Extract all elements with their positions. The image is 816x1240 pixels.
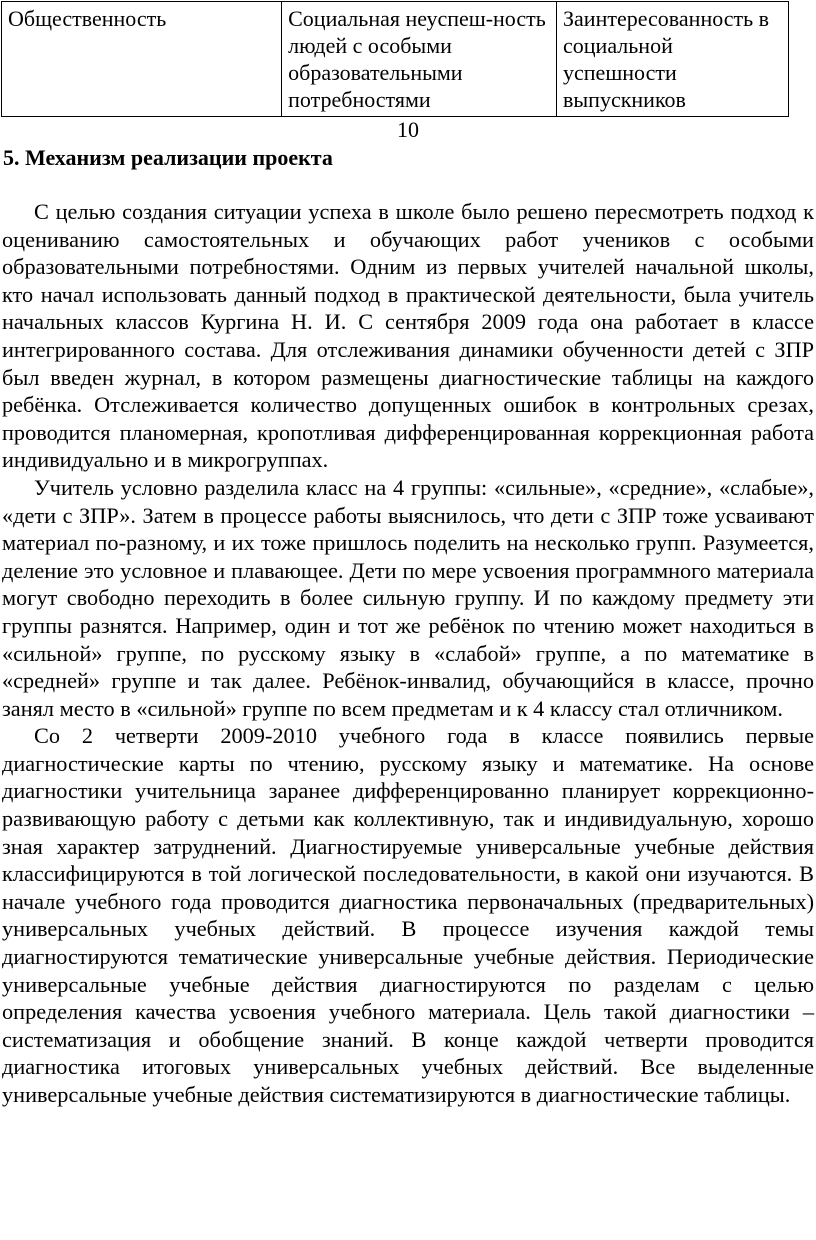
body-text [2,198,814,1109]
table-cell-stakeholder: Общественность [2,2,282,117]
page-number: 10 [397,117,419,142]
paragraph: С целью создания ситуации успеха в школе было решено пересмотреть подход к оцениванию самостоятельных и обучающих работ учеников с особыми образовательными потребностями. Одним из первых учителей начальной школы, кто начал использовать данный подход в практической деятельности, была учитель начальных классов Кургина Н. И. С сентября 2009 года она работает в классе интегрированного состава. Для отслеживания динамики обученности детей с ЗПР был введен журнал, в котором размещены диагностические таблицы на каждого ребёнка. Отслеживается количество допущенных ошибок в контрольных срезах, проводится планомерная, кропотливая дифференцированная коррекционная работа индивидуально и в микрогруппах. [2,199,814,473]
section-title: 5. Механизм реализации проекта [3,145,333,170]
table-cell-problem: Социальная неуспеш-ность людей с особыми образовательными потребностями [282,2,557,117]
paragraph: Учитель условно разделила класс на 4 группы: «сильные», «средние», «слабые», «дети с ЗПР». Затем в процессе работы выяснилось, что дети с ЗПР тоже усваивают материал по-разному, и их тоже пришлось поделить на несколько групп. Разумеется, деление это условное и плавающее. Дети по мере усвоения программного материала могут свободно переходить в более сильную группу. И по каждому предмету эти группы разнятся. Например, один и тот же ребёнок по чтению может находиться в «сильной» группе, по русскому языку в «слабой» группе, а по математике в «средней» группе и так далее. Ребёнок-инвалид, обучающийся в классе, прочно занял место в «сильной» группе по всем предметам и к 4 классу стал отличником. [2,474,814,721]
paragraph: Со 2 четверти 2009-2010 учебного года в классе появились первые диагностические карты по чтению, русскому языку и математике. На основе диагностики учительница заранее дифференцированно планирует коррекционно-развивающую работу с детьми как коллективную, так и индивидуальную, хорошо зная характер затруднений. Диагностируемые универсальные учебные действия классифицируются в той логической последовательности, в какой они изучаются. В начале учебного года проводится диагностика первоначальных (предварительных) универсальных учебных действий. В процессе изучения каждой темы диагностируются тематические универсальные учебные действия. Периодические универсальные учебные действия диагностируются по разделам с целью определения качества усвоения учебного материала. Цель такой диагностики – систематизация и обобщение знаний. В конце каждой четверти проводится диагностика итоговых универсальных учебных действий. Все выделенные универсальные учебные действия систематизируются в диагностические таблицы. [2,723,814,1107]
table-row [2,2,789,117]
stakeholder-table [1,1,789,117]
table-cell-interest: Заинтересованность в социальной успешности выпускников [557,2,789,117]
